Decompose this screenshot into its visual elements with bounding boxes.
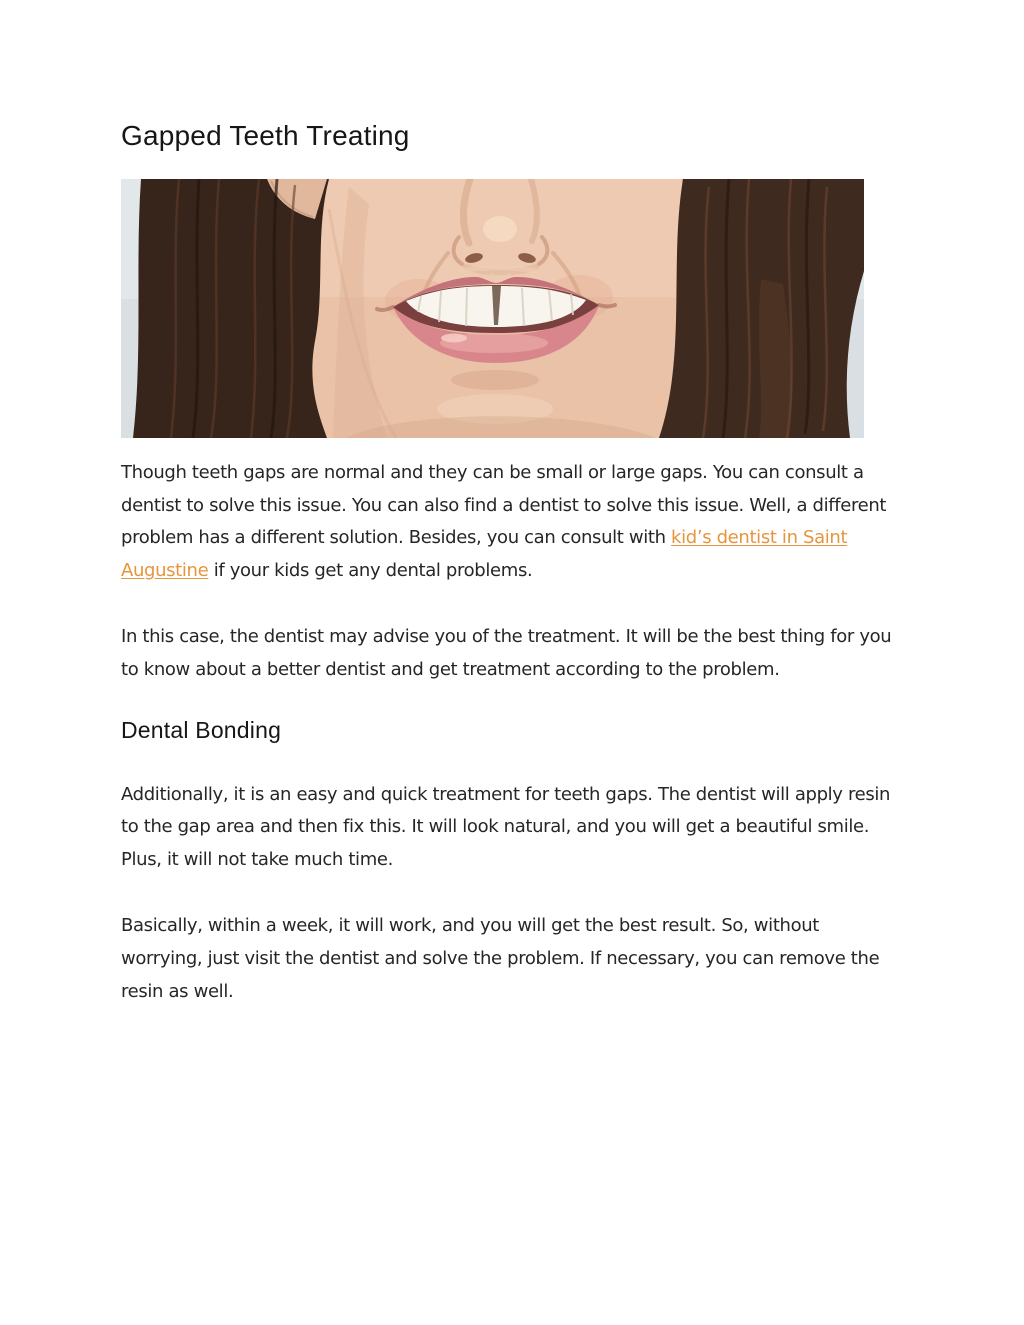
hair-right: [659, 179, 864, 438]
paragraph-intro: [121, 457, 905, 587]
smiling-woman-photo: [121, 179, 864, 438]
page-title: Gapped Teeth Treating: [121, 120, 410, 151]
paragraph-bonding-result: Basically, within a week, it will work, and you will get the best result. So, without worrying, just visit the dentist and solve the problem. If necessary, you can remove the resin as well.: [121, 915, 880, 1002]
kids-dentist-link[interactable]: kid’s dentist in Saint Augustine: [121, 527, 848, 581]
paragraph-treatment-advice: In this case, the dentist may advise you of the treatment. It will be the best thing for you to know about a better dentist and get treatment according to the problem.: [121, 626, 892, 680]
paragraph-text-after-link: if your kids get any dental problems.: [208, 559, 533, 581]
section-heading-dental-bonding: Dental Bonding: [121, 716, 282, 743]
article-image: [121, 179, 864, 438]
paragraph-bonding-benefits: Additionally, it is an easy and quick treatment for teeth gaps. The dentist will apply resin to the gap area and then fix this. It will look natural, and you will get a beautiful smile. Plus, it will not take much time.: [121, 783, 891, 870]
hair-left: [133, 179, 329, 438]
paragraph-text-before-link: Though teeth gaps are normal and they can be small or large gaps. You can consult a dentist to solve this issue. You can also find a dentist to solve this issue. Well, a different problem has a different solution. Besides, you can consult with: [121, 462, 887, 549]
